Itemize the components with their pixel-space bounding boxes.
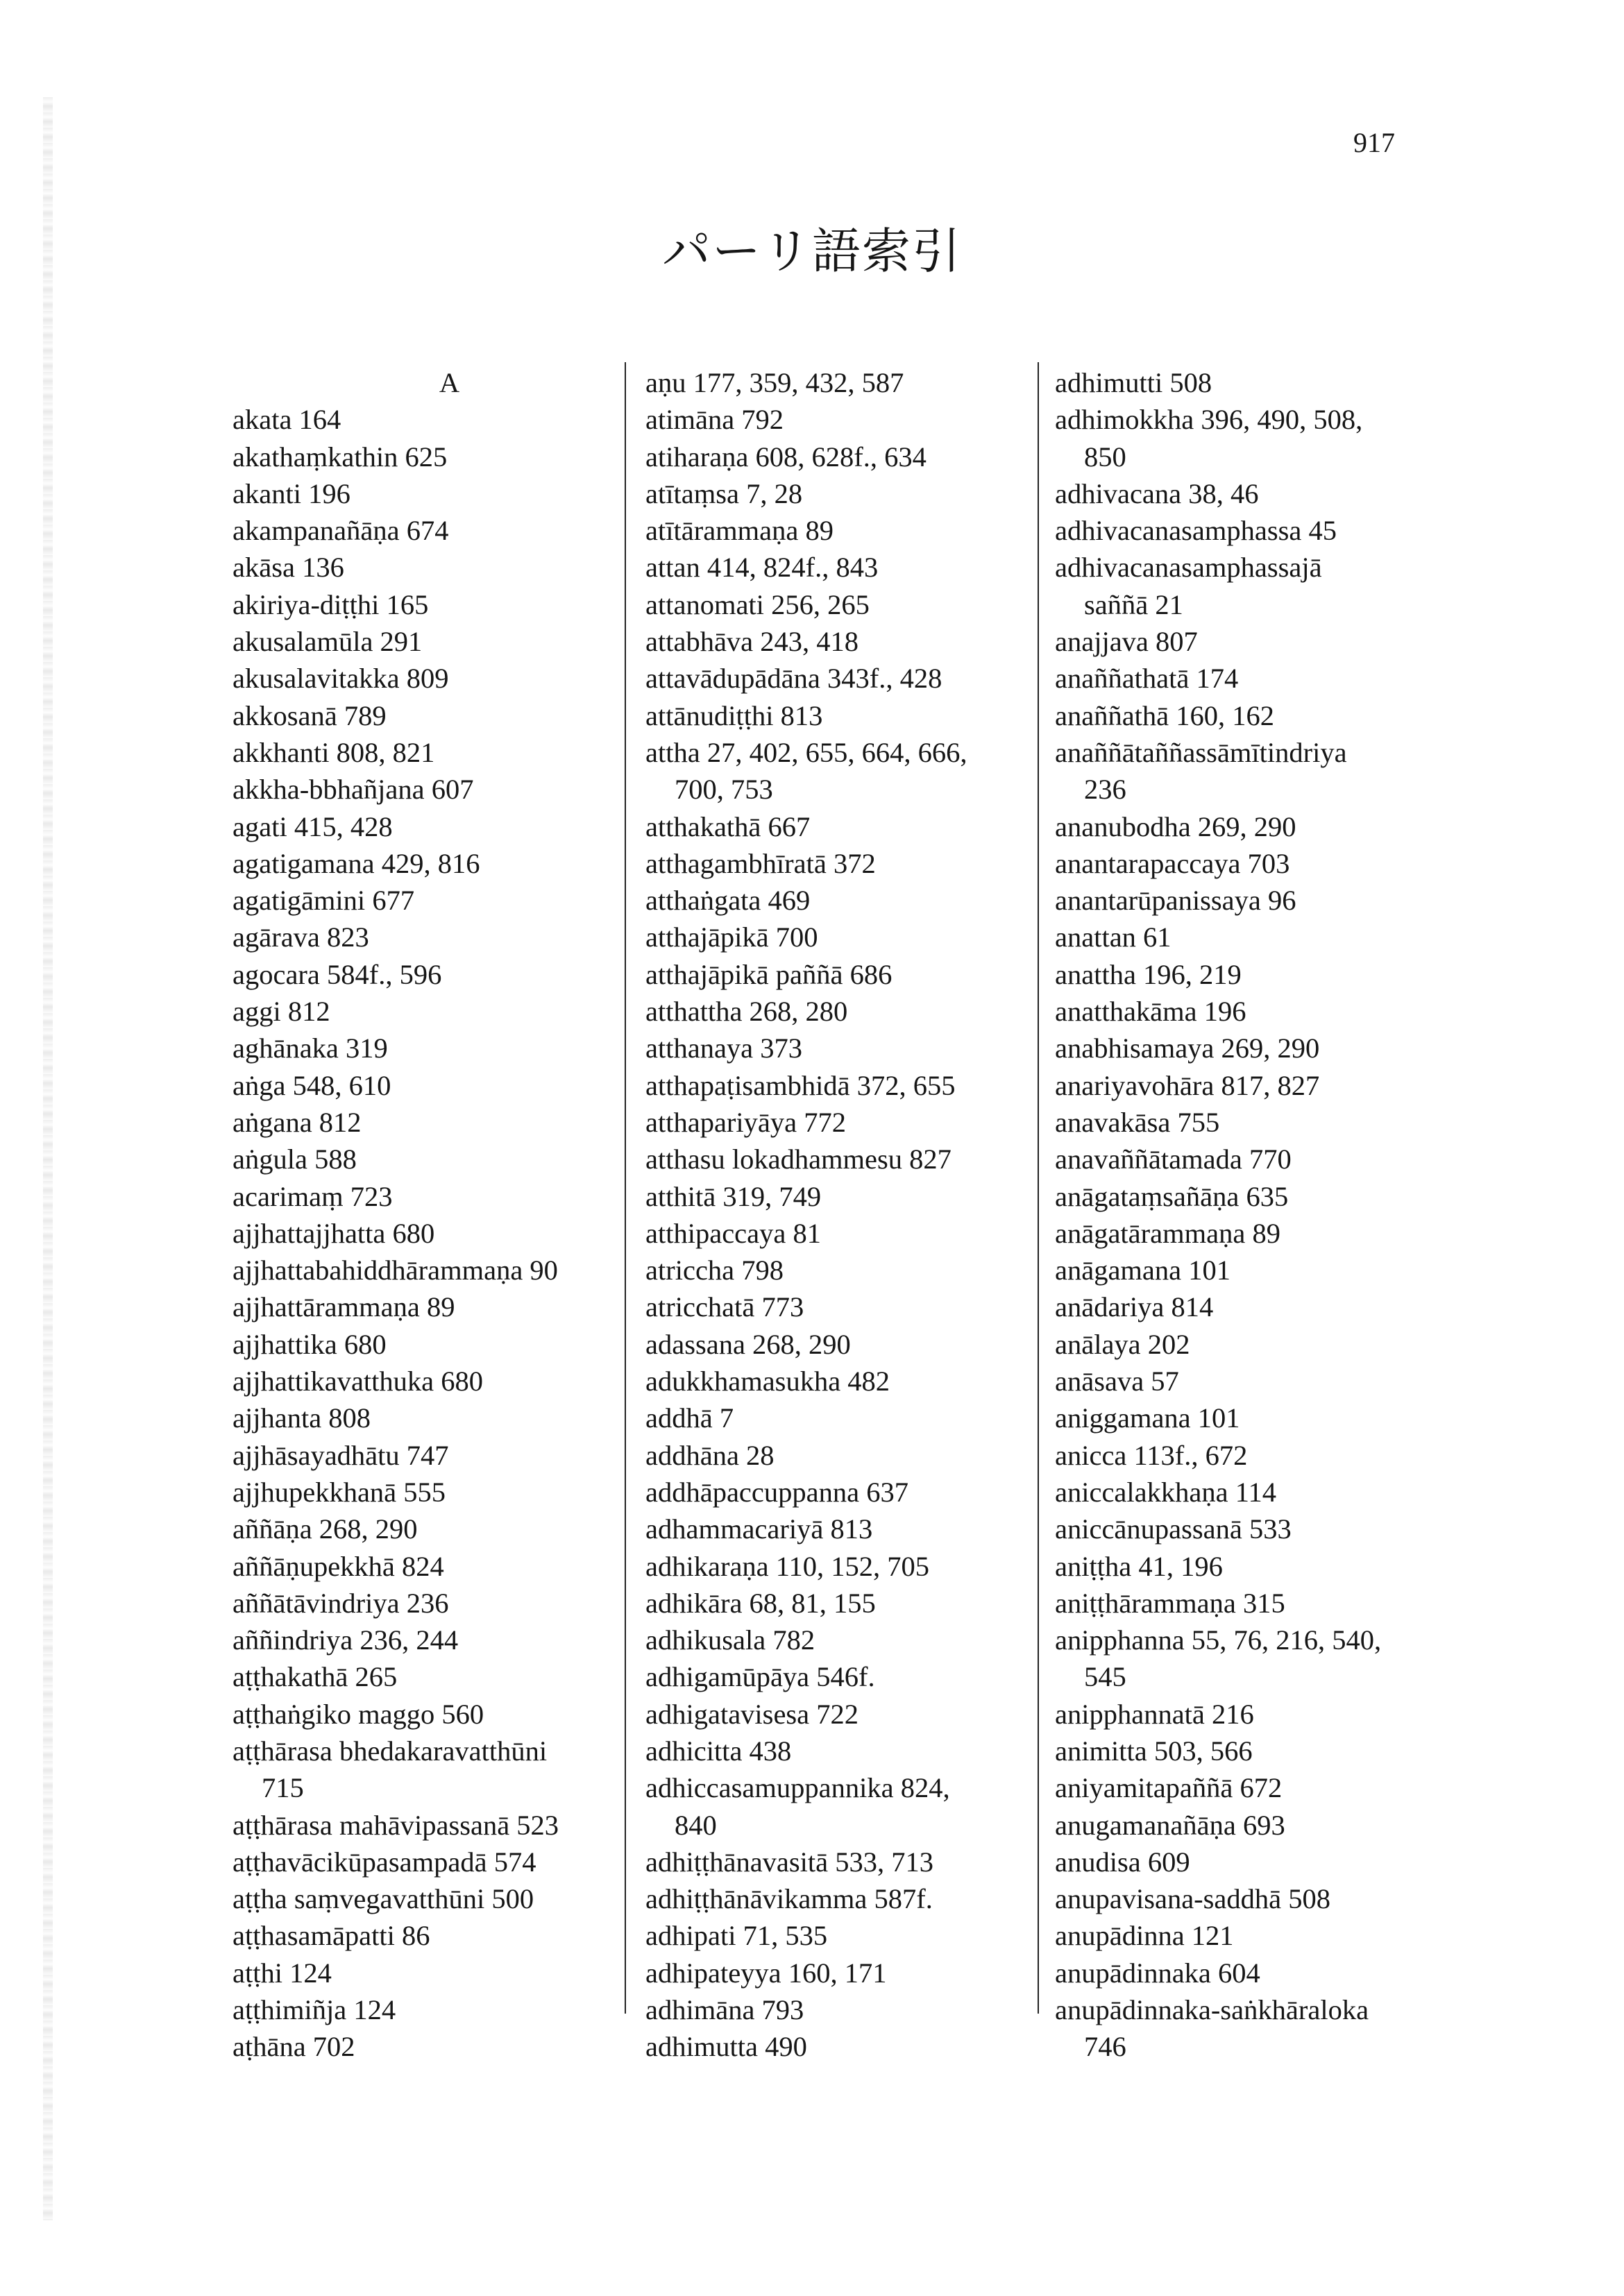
index-entry: anugamanañāṇa 693: [1055, 1809, 1285, 1841]
index-entry: aṭṭhaṅgiko maggo 560: [232, 1698, 484, 1730]
index-entry: aṭṭha saṃvegavatthūni 500: [232, 1883, 534, 1915]
index-entry: aññāṇupekkhā 824: [232, 1550, 444, 1582]
index-entry: attavādupādāna 343f., 428: [645, 663, 942, 695]
index-entry: atthapariyāya 772: [645, 1106, 846, 1138]
index-entry-continuation: 850: [1084, 441, 1126, 473]
index-entry: anaññātaññassāmītindriya: [1055, 736, 1347, 768]
index-entry: aniccānupassanā 533: [1055, 1513, 1292, 1545]
index-entry: anariyavohāra 817, 827: [1055, 1069, 1320, 1101]
index-entry: aṭṭhārasa mahāvipassanā 523: [232, 1809, 559, 1841]
index-entry: anajjava 807: [1055, 626, 1198, 658]
index-entry: ajjhanta 808: [232, 1402, 371, 1434]
index-entry: adhammacariyā 813: [645, 1513, 873, 1545]
index-entry: aṭhāna 702: [232, 2031, 355, 2063]
index-entry: anāsava 57: [1055, 1366, 1179, 1397]
index-entry: atthajāpikā paññā 686: [645, 958, 893, 990]
index-entry: akampanañāṇa 674: [232, 515, 449, 547]
index-entry: adhipateyya 160, 171: [645, 1957, 887, 1989]
index-entry: anavaññātamada 770: [1055, 1143, 1292, 1175]
index-entry: agocara 584f., 596: [232, 958, 442, 990]
index-entry: atriccha 798: [645, 1255, 784, 1286]
index-entry: anattha 196, 219: [1055, 958, 1242, 990]
index-entry: ajjhāsayadhātu 747: [232, 1439, 449, 1471]
index-entry: atthagambhīratā 372: [645, 847, 876, 879]
index-entry: adhivacanasamphassa 45: [1055, 515, 1337, 547]
index-entry: attan 414, 824f., 843: [645, 552, 879, 584]
index-entry: anantarapaccaya 703: [1055, 847, 1290, 879]
index-entry: agatigamana 429, 816: [232, 847, 480, 879]
index-entry: aṇu 177, 359, 432, 587: [645, 367, 904, 398]
index-entry: adhipati 71, 535: [645, 1920, 828, 1952]
index-entry: attānudiṭṭhi 813: [645, 699, 823, 731]
index-entry: atītārammaṇa 89: [645, 515, 834, 547]
index-entry: akusalavitakka 809: [232, 663, 449, 695]
index-entry: ajjhattabahiddhārammaṇa 90: [232, 1255, 558, 1286]
index-entry: agatigāmini 677: [232, 885, 415, 917]
scan-edge-shadow: [43, 97, 53, 2220]
index-entry: adhimutta 490: [645, 2031, 807, 2063]
index-entry: atiharaṇa 608, 628f., 634: [645, 441, 927, 473]
index-column-2: [645, 364, 1031, 2066]
index-entry: atthapaṭisambhidā 372, 655: [645, 1069, 956, 1101]
index-entry: akkosanā 789: [232, 699, 387, 731]
index-entry: attanomati 256, 265: [645, 588, 870, 620]
index-entry: attha 27, 402, 655, 664, 666,: [645, 736, 967, 768]
index-entry: atthipaccaya 81: [645, 1217, 821, 1249]
index-entry-continuation: 545: [1084, 1661, 1126, 1693]
index-entry: aṭṭhasamāpatti 86: [232, 1920, 430, 1952]
index-entry-continuation: 715: [262, 1772, 304, 1804]
index-entry: adhicitta 438: [645, 1735, 792, 1767]
index-entry: aṅgula 588: [232, 1143, 357, 1175]
index-entry: adhikusala 782: [645, 1624, 815, 1656]
index-entry: adhiṭṭhānavasitā 533, 713: [645, 1846, 934, 1878]
index-entry: ajjhattajjhatta 680: [232, 1217, 435, 1249]
index-entry-continuation: 700, 753: [675, 774, 773, 806]
index-entry: adhigatavisesa 722: [645, 1698, 859, 1730]
index-entry: anavakāsa 755: [1055, 1106, 1220, 1138]
index-entry: anāgatārammaṇa 89: [1055, 1217, 1280, 1249]
index-entry: adhiccasamuppannika 824,: [645, 1772, 950, 1804]
index-entry: anālaya 202: [1055, 1328, 1190, 1360]
index-entry: akkhanti 808, 821: [232, 736, 435, 768]
index-entry: atthanaya 373: [645, 1032, 803, 1064]
index-entry: aṭṭhimiñja 124: [232, 1994, 396, 2026]
column-divider: [625, 362, 626, 2014]
index-entry-continuation: 746: [1084, 2031, 1126, 2063]
index-entry: aniyamitapaññā 672: [1055, 1772, 1283, 1804]
index-entry: anaññathatā 174: [1055, 663, 1239, 695]
index-entry: akathaṃkathin 625: [232, 441, 448, 473]
index-entry: adhimutti 508: [1055, 367, 1212, 398]
index-entry: anāgataṃsañāṇa 635: [1055, 1180, 1289, 1212]
index-entry: anantarūpanissaya 96: [1055, 885, 1296, 917]
column-divider: [1038, 362, 1039, 2014]
index-entry-continuation: 236: [1084, 774, 1126, 806]
index-entry: atthitā 319, 749: [645, 1180, 822, 1212]
index-entry: acarimaṃ 723: [232, 1180, 393, 1212]
page-title: パーリ語索引: [662, 223, 962, 280]
index-entry: aniggamana 101: [1055, 1402, 1240, 1434]
index-entry-continuation: 840: [675, 1809, 717, 1841]
index-entry: aññāṇa 268, 290: [232, 1513, 418, 1545]
index-entry: atricchatā 773: [645, 1291, 804, 1323]
index-entry: ajjhattika 680: [232, 1328, 387, 1360]
index-entry: adassana 268, 290: [645, 1328, 851, 1360]
index-entry: anatthakāma 196: [1055, 996, 1246, 1028]
index-entry: aṅgana 812: [232, 1106, 362, 1138]
index-entry: anipphanna 55, 76, 216, 540,: [1055, 1624, 1382, 1656]
index-entry: adhiṭṭhānāvikamma 587f.: [645, 1883, 933, 1915]
index-entry: aggi 812: [232, 996, 330, 1028]
index-entry: adhigamūpāya 546f.: [645, 1661, 875, 1693]
index-entry: adukkhamasukha 482: [645, 1366, 890, 1397]
index-entry: anupādinnaka 604: [1055, 1957, 1260, 1989]
index-entry: akata 164: [232, 404, 341, 436]
index-entry: anādariya 814: [1055, 1291, 1214, 1323]
index-entry: atītaṃsa 7, 28: [645, 477, 803, 509]
index-entry: ajjhupekkhanā 555: [232, 1476, 446, 1508]
index-entry: anaññathā 160, 162: [1055, 699, 1275, 731]
index-entry: atthaṅgata 469: [645, 885, 811, 917]
index-entry: aniccalakkhaṇa 114: [1055, 1476, 1276, 1508]
index-entry: anupādinnaka-saṅkhāraloka: [1055, 1994, 1369, 2026]
index-entry: akanti 196: [232, 477, 350, 509]
index-column-1: [232, 364, 611, 2066]
index-column-3: [1055, 364, 1444, 2066]
page-number: 917: [1353, 127, 1395, 158]
index-entry: aṅga 548, 610: [232, 1069, 391, 1101]
index-entry: anabhisamaya 269, 290: [1055, 1032, 1320, 1064]
index-entry: ajjhattikavatthuka 680: [232, 1366, 484, 1397]
index-entry: anāgamana 101: [1055, 1255, 1231, 1286]
index-entry: animitta 503, 566: [1055, 1735, 1253, 1767]
index-entry: anattan 61: [1055, 921, 1172, 953]
index-entry: addhā 7: [645, 1402, 734, 1434]
index-entry: akusalamūla 291: [232, 626, 423, 658]
index-entry: anupādinna 121: [1055, 1920, 1234, 1952]
index-entry: adhimokkha 396, 490, 508,: [1055, 404, 1363, 436]
index-entry: adhivacanasamphassajā: [1055, 552, 1322, 584]
index-entry: aniṭṭha 41, 196: [1055, 1550, 1223, 1582]
index-entry: anicca 113f., 672: [1055, 1439, 1248, 1471]
index-entry: aghānaka 319: [232, 1032, 388, 1064]
index-entry: adhimāna 793: [645, 1994, 804, 2026]
index-entry: akāsa 136: [232, 552, 344, 584]
index-entry: akkha-bbhañjana 607: [232, 774, 474, 806]
index-entry: adhikaraṇa 110, 152, 705: [645, 1550, 930, 1582]
index-entry: atthattha 268, 280: [645, 996, 848, 1028]
index-entry: aṭṭhakathā 265: [232, 1661, 398, 1693]
section-letter: A: [439, 367, 460, 398]
index-entry: aṭṭhi 124: [232, 1957, 332, 1989]
index-entry: aniṭṭhārammaṇa 315: [1055, 1587, 1285, 1619]
index-entry: akiriya-diṭṭhi 165: [232, 588, 429, 620]
index-entry: addhāpaccuppanna 637: [645, 1476, 908, 1508]
index-entry: adhikāra 68, 81, 155: [645, 1587, 876, 1619]
index-entry: atthakathā 667: [645, 810, 811, 842]
index-entry: ajjhattārammaṇa 89: [232, 1291, 455, 1323]
index-entry: agārava 823: [232, 921, 369, 953]
index-entry: aṭṭhavācikūpasampadā 574: [232, 1846, 536, 1878]
index-entry: aṭṭhārasa bhedakaravatthūni: [232, 1735, 548, 1767]
index-entry: atthajāpikā 700: [645, 921, 818, 953]
index-entry: attabhāva 243, 418: [645, 626, 859, 658]
index-entry: anupavisana-saddhā 508: [1055, 1883, 1330, 1915]
index-entry: atimāna 792: [645, 404, 784, 436]
index-entry: aññindriya 236, 244: [232, 1624, 459, 1656]
index-entry: anipphannatā 216: [1055, 1698, 1254, 1730]
index-entry: anudisa 609: [1055, 1846, 1190, 1878]
index-entry: aññātāvindriya 236: [232, 1587, 449, 1619]
index-entry: addhāna 28: [645, 1439, 775, 1471]
index-entry: ananubodha 269, 290: [1055, 810, 1296, 842]
index-entry: adhivacana 38, 46: [1055, 477, 1259, 509]
index-entry: agati 415, 428: [232, 810, 393, 842]
index-entry: atthasu lokadhammesu 827: [645, 1143, 951, 1175]
index-entry-continuation: saññā 21: [1084, 588, 1183, 620]
